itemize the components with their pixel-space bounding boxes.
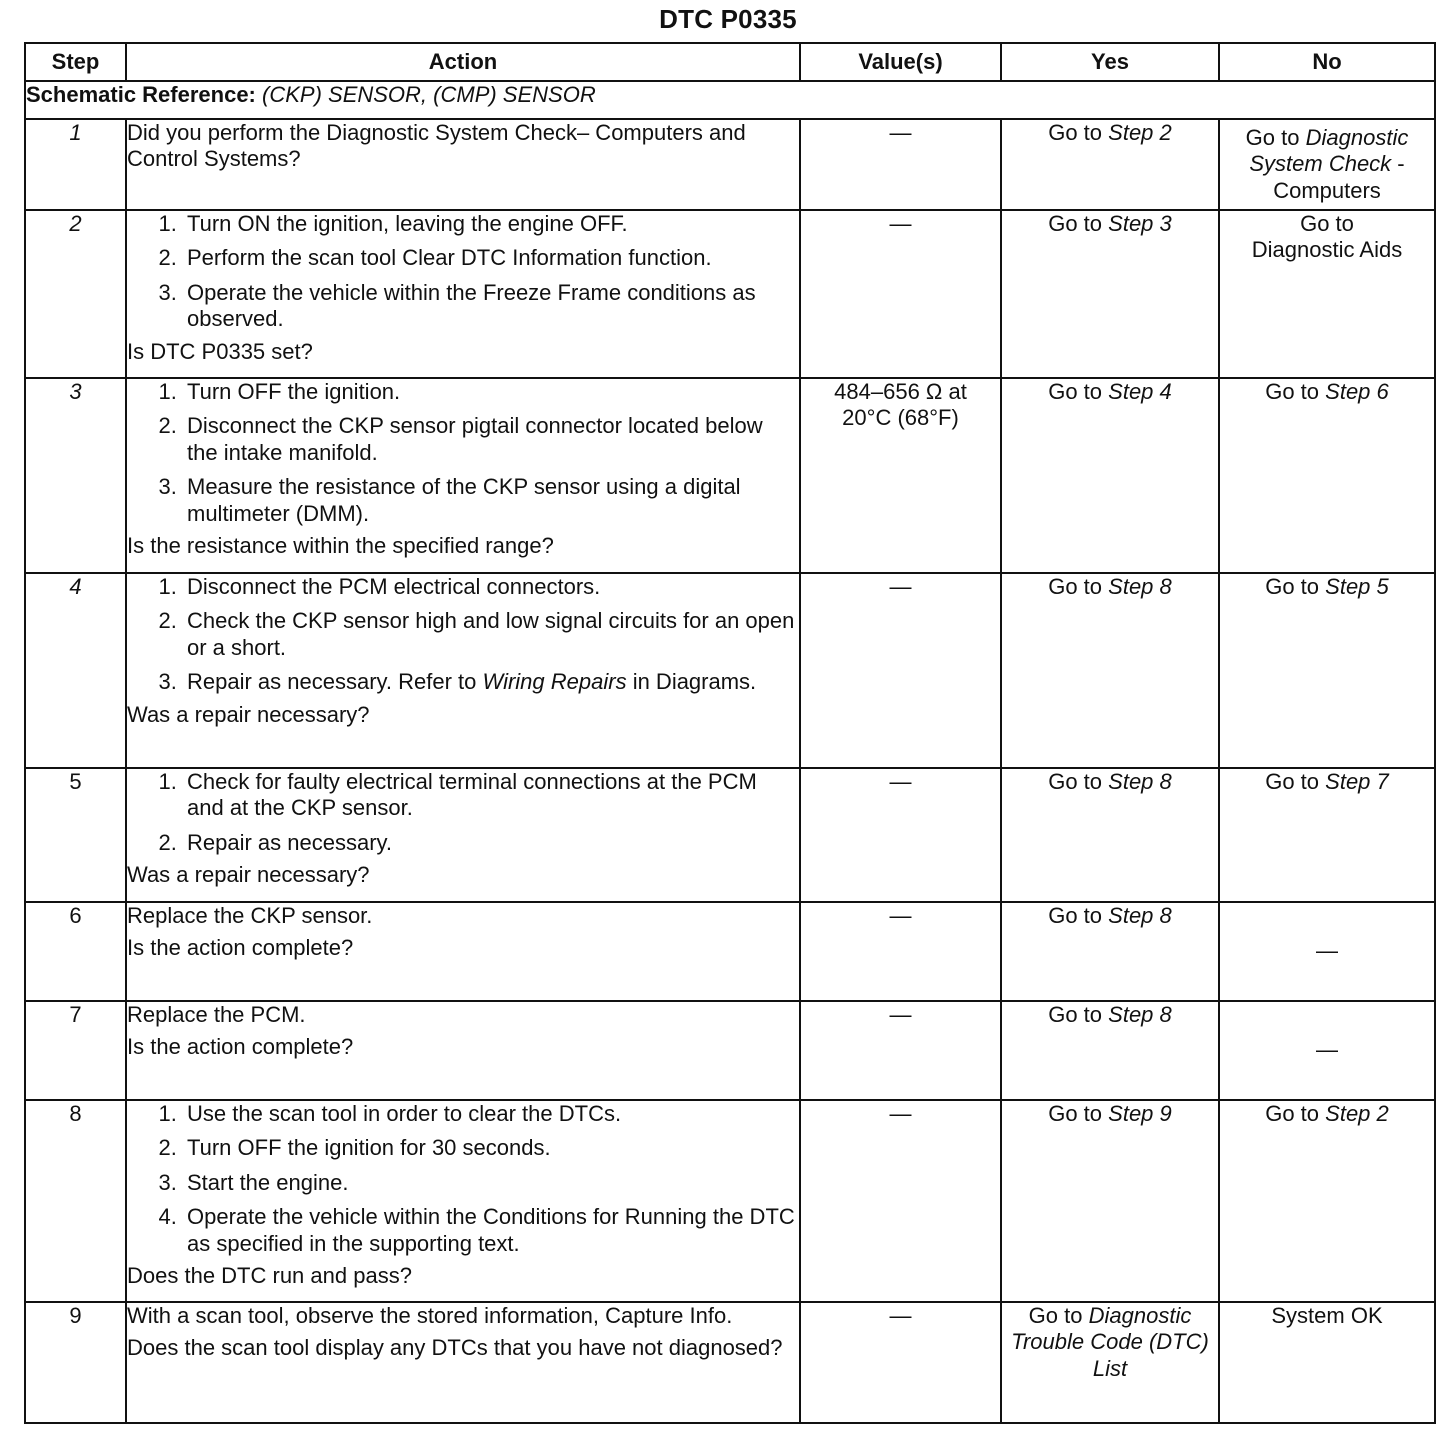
no-cell: — (1219, 1001, 1435, 1100)
yes-link[interactable]: Step 8 (1108, 903, 1172, 928)
action-cell (126, 378, 800, 573)
action-text: Replace the CKP sensor. (127, 903, 373, 928)
no-cell: — (1219, 902, 1435, 1001)
action-cell (126, 1302, 800, 1423)
value-cell: — (800, 119, 1001, 210)
list-item: 3. Start the engine. (183, 1170, 799, 1196)
step-number: 3 (25, 378, 126, 573)
list-item: 1. Turn OFF the ignition. (183, 379, 799, 405)
no-link[interactable]: Diagnostic System Check (1249, 124, 1409, 177)
value-cell: — (800, 768, 1001, 902)
step-number: 5 (25, 768, 126, 902)
yes-cell: Go to Step 8 (1001, 768, 1219, 902)
table-row (25, 1001, 1435, 1100)
action-text: With a scan tool, observe the stored information, Capture Info. (127, 1303, 733, 1328)
list-item: 1. Check for faulty electrical terminal connections at the PCM and at the CKP sensor. (183, 769, 799, 822)
step-number: 7 (25, 1001, 126, 1100)
wiring-repairs-link[interactable]: Wiring Repairs (482, 669, 627, 695)
value-cell: — (800, 1001, 1001, 1100)
yes-link[interactable]: Step 2 (1108, 120, 1172, 145)
yes-cell: Go to Step 4 (1001, 378, 1219, 573)
action-text: Did you perform the Diagnostic System Check– Computers and Control Systems? (127, 120, 746, 172)
list-item: 2. Repair as necessary. (183, 830, 799, 856)
list-item: 2. Turn OFF the ignition for 30 seconds. (183, 1135, 799, 1161)
table-row (25, 1302, 1435, 1423)
value-cell: — (800, 1302, 1001, 1423)
header-no: No (1219, 43, 1435, 81)
list-item: 4. Operate the vehicle within the Conditions for Running the DTC as specified in the supporting text. (183, 1204, 799, 1257)
list-item: 1. Turn ON the ignition, leaving the engine OFF. (183, 211, 799, 237)
table-row (25, 378, 1435, 573)
list-item: 3. Measure the resistance of the CKP sensor using a digital multimeter (DMM). (183, 474, 799, 527)
action-cell (126, 1100, 800, 1302)
schematic-row (25, 81, 1435, 119)
action-steps (127, 769, 799, 856)
action-cell (126, 1001, 800, 1100)
yes-link[interactable]: Step 8 (1108, 1002, 1172, 1027)
document-title: DTC P0335 (659, 4, 797, 34)
value-cell: — (800, 210, 1001, 378)
yes-cell: Go to Step 8 (1001, 902, 1219, 1001)
no-link[interactable]: Step 2 (1325, 1101, 1389, 1126)
action-cell (126, 768, 800, 902)
yes-link[interactable]: Step 8 (1108, 574, 1172, 599)
action-question: Does the scan tool display any DTCs that you have not diagnosed? (127, 1335, 783, 1361)
action-question: Is the resistance within the specified range? (127, 532, 554, 558)
yes-cell: Go to Step 8 (1001, 1001, 1219, 1100)
yes-cell: Go to Step 2 (1001, 119, 1219, 210)
table-row (25, 573, 1435, 768)
action-question: Is DTC P0335 set? (127, 338, 313, 364)
no-cell: Go to Step 7 (1219, 768, 1435, 902)
no-link[interactable]: Step 7 (1325, 769, 1389, 794)
list-item: 1. Disconnect the PCM electrical connectors. (183, 574, 799, 600)
no-link[interactable]: Step 5 (1325, 574, 1389, 599)
diagnostic-table (24, 42, 1436, 1424)
action-steps (127, 211, 799, 333)
schematic-reference (25, 81, 1435, 119)
action-cell (126, 119, 800, 210)
no-cell: Go to Step 6 (1219, 378, 1435, 573)
no-cell: Go to Diagnostic Aids (1219, 210, 1435, 378)
step-number: 2 (25, 210, 126, 378)
no-cell: Go to Diagnostic System Check - Computers (1219, 119, 1435, 210)
yes-link[interactable]: Step 8 (1108, 769, 1172, 794)
step-number: 4 (25, 573, 126, 768)
action-question: Does the DTC run and pass? (127, 1262, 412, 1288)
action-text: Replace the PCM. (127, 1002, 306, 1027)
step-number: 6 (25, 902, 126, 1001)
yes-link[interactable]: Diagnostic Trouble Code (DTC) List (1011, 1303, 1209, 1381)
table-row (25, 1100, 1435, 1302)
list-item: 3. Operate the vehicle within the Freeze Frame conditions as observed. (183, 280, 799, 333)
yes-link[interactable]: Step 3 (1108, 211, 1172, 236)
action-steps (127, 1101, 799, 1257)
action-question: Is the action complete? (127, 1034, 354, 1060)
no-cell: Go to Step 2 (1219, 1100, 1435, 1302)
step-number: 8 (25, 1100, 126, 1302)
no-link[interactable]: Step 6 (1325, 379, 1389, 404)
schematic-label: Schematic Reference: (26, 82, 256, 107)
yes-link[interactable]: Step 9 (1108, 1101, 1172, 1126)
list-item: 1. Use the scan tool in order to clear the DTCs. (183, 1101, 799, 1127)
value-cell: — (800, 902, 1001, 1001)
header-yes: Yes (1001, 43, 1219, 81)
value-cell: — (800, 1100, 1001, 1302)
table-row (25, 210, 1435, 378)
action-cell (126, 902, 800, 1001)
yes-cell: Go to Step 3 (1001, 210, 1219, 378)
step-number: 1 (25, 119, 126, 210)
no-cell: System OK (1219, 1302, 1435, 1423)
value-cell: 484–656 Ω at 20°C (68°F) (800, 378, 1001, 573)
value-cell: — (800, 573, 1001, 768)
list-item: 2. Check the CKP sensor high and low signal circuits for an open or a short. (183, 608, 799, 661)
header-row (25, 43, 1435, 81)
table-row (25, 768, 1435, 902)
action-steps (127, 379, 799, 527)
action-question: Was a repair necessary? (127, 701, 370, 727)
schematic-value: (CKP) SENSOR, (CMP) SENSOR (262, 82, 596, 107)
yes-link[interactable]: Step 4 (1108, 379, 1172, 404)
list-item: 2. Perform the scan tool Clear DTC Information function. (183, 245, 799, 271)
no-link[interactable]: Diagnostic Aids (1251, 237, 1403, 263)
action-steps (127, 574, 799, 696)
action-question: Is the action complete? (127, 935, 354, 961)
yes-cell: Go to Diagnostic Trouble Code (DTC) List (1001, 1302, 1219, 1423)
action-cell (126, 210, 800, 378)
action-cell (126, 573, 800, 768)
list-item: 3. Repair as necessary. Refer to Wiring Repairs in Diagrams. (183, 669, 799, 695)
header-action: Action (126, 43, 800, 81)
table-row (25, 902, 1435, 1001)
table-row (25, 119, 1435, 210)
header-values: Value(s) (800, 43, 1001, 81)
step-number: 9 (25, 1302, 126, 1423)
action-question: Was a repair necessary? (127, 862, 370, 888)
header-step: Step (25, 43, 126, 81)
yes-cell: Go to Step 8 (1001, 573, 1219, 768)
list-item: 2. Disconnect the CKP sensor pigtail connector located below the intake manifold. (183, 413, 799, 466)
yes-cell: Go to Step 9 (1001, 1100, 1219, 1302)
no-cell: Go to Step 5 (1219, 573, 1435, 768)
